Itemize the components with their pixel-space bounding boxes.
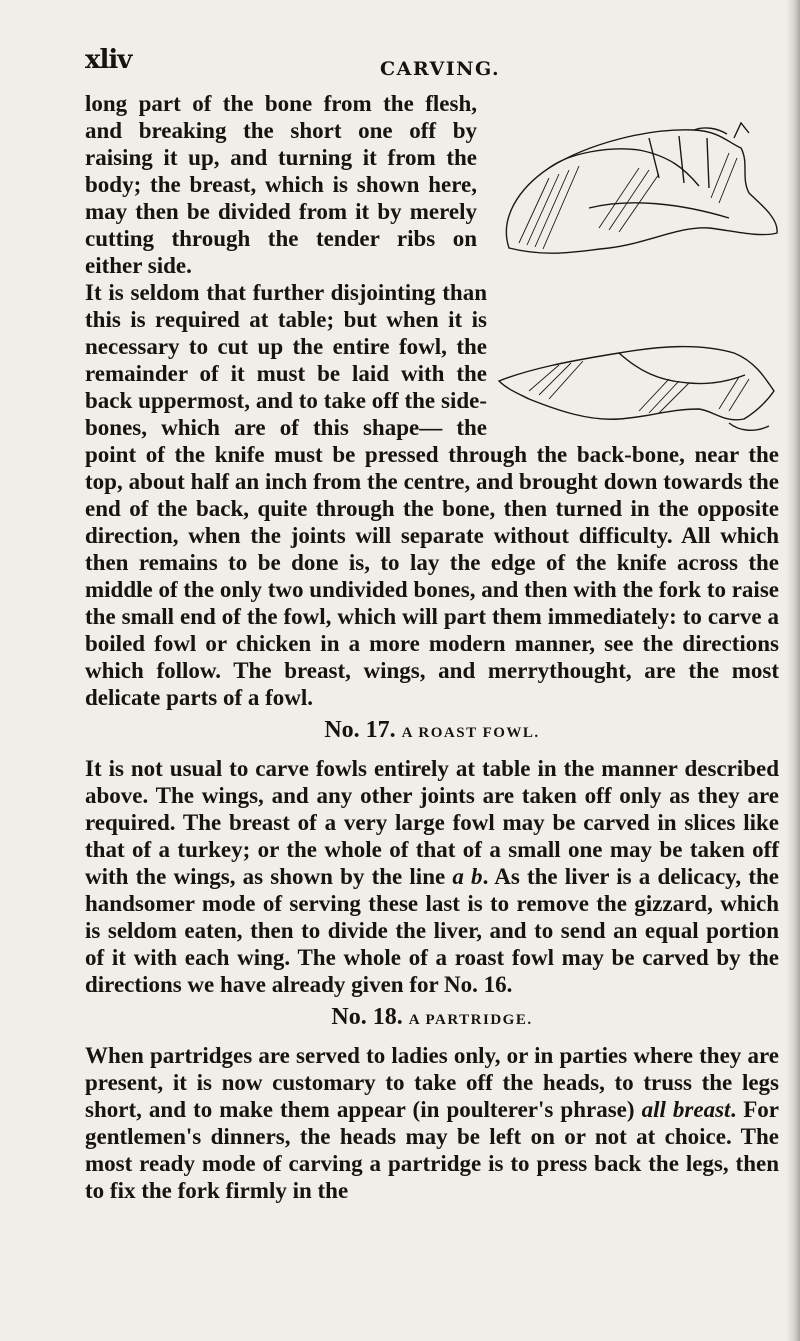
section-title-17: A ROAST FOWL. [401,725,540,741]
side-bone-illustration [489,331,779,441]
paragraph-4 [85,1042,779,1204]
paragraph-1: long part of the bone from the flesh, and breaking the short one off by raising it up, and turning it from the body; the breast, which is shown here, may then be divided from it by merely cutting through the tender ribs on either side. [85,91,477,278]
body-text [85,90,779,1204]
section-number-18: No. 18. [331,1004,403,1030]
paragraph-4-italic: all breast [641,1097,731,1122]
section-heading-18 [85,1004,779,1034]
section-heading-17 [85,717,779,747]
paragraph-3 [85,755,779,998]
paragraph-3-part-b: . As the liver is a delicacy, the handsomer mode of serving these last is to remove the gizzard, which is seldom eaten, then to divide the liver, and to send an equal portion of it with each wing. The whole of a roast fowl may be carved by the directions we have already given for No. 16. [85,864,779,997]
page-edge-shadow [786,0,800,1341]
section-number-17: No. 17. [324,717,396,743]
paragraph-2: It is seldom that further disjointing than this is required at table; but when it is necessary to cut up the entire fowl, the remainder of it must be laid with the back uppermost, and to take off the side-bones, which are of this shape— the point of the knife must be pressed through the back-bone, near the top, about half an inch from the centre, and brought down towards the end of the back, quite through the bone, then turned in the opposite direction, when the joints will separate without difficulty. All which then remains to be done is, to lay the edge of the knife across the middle of the only two undivided bones, and then with the fork to raise the small end of the fowl, which will part them immediately: to carve a boiled fowl or chicken in a more modern manner, see the directions which follow. The breast, wings, and merrythought, are the most delicate parts of a fowl. [85,280,779,710]
paragraph-3-italic: a b [452,864,483,889]
breast-bone-illustration [479,108,779,268]
page-number: xliv [85,45,132,75]
section-title-18: A PARTRIDGE. [408,1012,533,1028]
paragraph-3-part-a: It is not usual to carve fowls entirely at table in the manner described above. The wings, and any other joints are taken off only as they are required. The breast of a very large fowl may be carved in slices like that of a turkey; or the whole of that of a small one may be taken off with the wings, as shown by the line [85,756,779,889]
running-head: CARVING. [380,58,501,80]
paragraph-4-part-a: When partridges are served to ladies only, or in parties where they are present, it is now customary to take off the heads, to truss the legs short, and to make them appear (in poulterer's phrase) [85,1043,779,1122]
paragraph-4-part-b: . For gentlemen's dinners, the heads may be left on or not at choice. The most ready mode of carving a partridge is to press back the legs, then to fix the fork firmly in the [85,1097,779,1203]
